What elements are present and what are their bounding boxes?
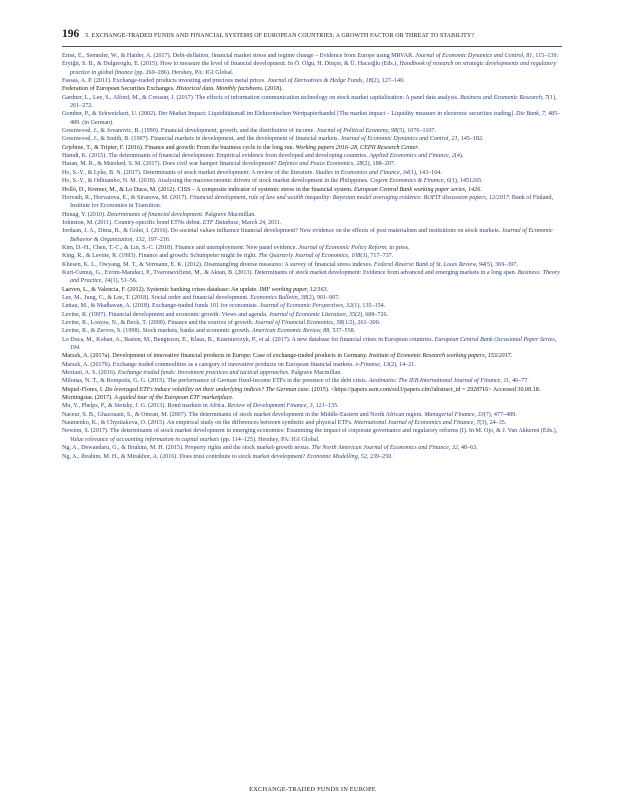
reference-source: Journal of Economic Perspectives, 32 (259, 303, 353, 310)
reference-source: European Central Bank Occasional Paper Series, 194 (70, 336, 557, 352)
reference-source: The Quarterly Journal of Economics, 108 (258, 253, 361, 260)
reference-details: (3), 24–35. (479, 420, 507, 427)
reference-text: Lo Duca, M., Koban, A., Basten, M., Bengtsson, E., Klaus, B., Kusmierczyk, P., et al. (2017). A new database for financial crises in European countries. (62, 336, 435, 343)
reference-details: . Palgrave Macmillan. (288, 370, 342, 377)
reference-source: Journal of Economic Behavior & Organization, 132 (70, 228, 553, 243)
reference-source: A guided tour of the European ETF marketplace (114, 395, 233, 402)
reference-entry (62, 244, 564, 252)
reference-details: (1), 51–56. (110, 278, 138, 285)
reference-entry (62, 361, 564, 369)
reference-details: . Palgrave Macmillan. (201, 211, 256, 218)
reference-text: Holló, D., Kremer, M., & Lo Duca, M. (2012). CISS – A composite indicator of systemic stress in the financial system. (62, 186, 355, 193)
reference-details: , 485–489. (in German). (70, 111, 561, 126)
reference-text: Meziani, A. S. (2016). (62, 370, 118, 377)
reference-text: Laeven, L., & Valencia, F. (2012). Systemic banking crises database: An update. (62, 286, 260, 293)
reference-details: , 197–216. (144, 236, 171, 243)
reference-text: Miquel-Flores, I. (62, 386, 105, 393)
reference-entry (62, 394, 564, 402)
reference-entry (62, 377, 564, 385)
reference-text: Ho, S.-Y., & Odhiambo, N. M. (2018). Analysing the macroeconomic drivers of stock market development in the Philippines. (62, 178, 371, 185)
reference-source: Review of Development Finance, 3 (227, 403, 313, 410)
reference-text: King, R., & Levine, R. (1993). Finance and growth: Schumpeter might be right. (62, 253, 259, 260)
reference-details: (2), 14–21. (388, 361, 416, 368)
reference-entry (62, 411, 564, 419)
reference-source: Studies in Economics and Finance, 34 (315, 169, 409, 176)
reference-details: , 537–558. (329, 328, 356, 335)
reference-entry (62, 369, 564, 377)
reference-source: Cogent Economics & Finance, 6 (370, 178, 450, 185)
reference-details: . (79, 345, 81, 352)
reference-details: (2), 688–726. (355, 311, 389, 318)
reference-entry (62, 419, 564, 427)
reference-details: (2), 901–907. (306, 294, 340, 301)
reference-text: Levine, R., Loayza, N., & Beck, T. (2000). Finance and the sources of growth. (62, 320, 255, 326)
reference-source: Institute of Economic Research working papers, 153/2017 (368, 353, 511, 360)
reference-entry (62, 444, 564, 452)
reference-source: Defence and Peace Economics, 28 (277, 161, 363, 168)
reference-entry (62, 252, 564, 260)
reference-entry (62, 227, 564, 244)
reference-source: Journal of Economic Dynamics and Control, 81 (415, 53, 533, 59)
reference-text: Johnston, M. (2011). Country-specific bond ETNs debut. (62, 219, 203, 226)
reference-text: Levine, R., & Zervos, S. (1998). Stock markets, banks and economic growth. (62, 328, 252, 335)
reference-text: Levine, R. (1997). Financial development and economic growth: Views and agenda. (62, 311, 269, 318)
reference-text: Marszk, A. (2017a). Development of innovative financial products in Europe: Case of exchange-traded products in Germany. (62, 353, 369, 360)
reference-entry (62, 311, 564, 319)
reference-entry (62, 286, 564, 294)
reference-text: Kim, D.-H., Chen, T.-C., & Lin, S.-C. (2018). Finance and unemployment: New panel evidence. (62, 244, 299, 251)
reference-text: Hunag, Y. (2010). (62, 211, 108, 218)
reference-entry (62, 94, 564, 111)
reference-source: Value relevance of accounting information in capital markets (70, 436, 220, 443)
reference-details: (5), 369–397. (484, 261, 518, 268)
reference-text: Ernst, E., Semmler, W., & Haider, A. (2017). Debt-deflation, financial market stress and regime change – Evidence from Europe using MRVAR. (62, 53, 416, 59)
reference-text: Eryiğit, S. B., & Dulgeroglu, E. (2015). How to measure the level of financial development. In Ö. Olgu, H. Dinçer, & Ü. Hacıoğlu (Eds.), (62, 61, 400, 68)
reference-source: Business and Economic Research, 7 (460, 94, 549, 101)
reference-entry (62, 336, 564, 353)
reference-source: Exchange traded funds: Investment practices and tactical approaches (117, 370, 289, 377)
reference-text: Ho, S.-Y., & Lyke, B. N. (2017). Determinants of stock market development: A review of the literature. (62, 169, 316, 176)
reference-source: Federal Reserve Bank of St. Louis Review, 94 (373, 261, 485, 268)
reference-entry (62, 135, 564, 143)
reference-entry (62, 52, 564, 60)
reference-source: American Economic Review, 88 (251, 328, 330, 335)
reference-source: Economic Modelling, 52 (306, 453, 367, 460)
reference-text: Greenwood, J., & Jovanovic, B. (1990). Financial development, growth, and the distribution of income. (62, 128, 317, 135)
reference-source: Working papers 2016–28, CEPII Research Center (295, 144, 418, 151)
reference-source: ETF Database (202, 219, 239, 226)
reference-details: (7), 477–489. (483, 411, 517, 418)
reference-source: Business: Theory and Practice, 14 (70, 269, 560, 285)
reference-entry (62, 186, 564, 194)
reference-entry (62, 194, 564, 211)
reference-entry (62, 152, 564, 160)
reference-source: Journal of Economic Literature, 35 (268, 311, 356, 318)
reference-details: (2018). (263, 86, 283, 93)
reference-source: Financial development, rule of law and wealth inequality: Bayesian model averaging evidence. BOFIT discussion papers, 12/2017 (189, 194, 509, 201)
reference-source: Die Bank, 7 (516, 111, 545, 118)
reference-text: Gomber, P., & Schweickert, U. (2002). Der Market Impact: Liquiditätsmaß im Elektronischen Wertpapierhandel [The market impact – Liquidity measure in electronic securities trading]. (62, 111, 517, 118)
reference-source: International Journal of Economics and Finance, 7 (354, 420, 480, 427)
reference-text: Jordaan, J. A., Dima, B., & Golet, I. (2016). Do societal values influence financial development? New evidence on the effects of post materialism and institutions on stock markets. (62, 228, 502, 235)
reference-text: Naceur, S. B., Ghazouani, S., & Omran, M. (2007). The determinants of stock market development in the Middle-Eastern and North African region. (62, 411, 425, 418)
reference-details: . (417, 144, 420, 151)
reference-entry (62, 352, 564, 360)
reference-text: Mu, Y., Phelps, P., & Stotsky, J. G. (2013). Bond markets in Africa. (62, 403, 228, 410)
reference-source: Applied Economics and Finance, 2 (369, 153, 455, 160)
reference-text: Kliesen, K. L., Owyang, M. T., & Vermann, E. K. (2012). Disentangling diverse measures: A survey of financial stress indexes. (62, 261, 374, 268)
reference-entry (62, 269, 564, 286)
reference-details: (2), 127–140. (371, 78, 405, 85)
reference-source: Managerial Finance, 33 (424, 411, 484, 418)
reference-entry (62, 77, 564, 85)
reference-text: Fassas, A. P. (2011). Exchange-traded products investing and precious metal prices. (62, 78, 268, 85)
book-footer: EXCHANGE-TRADED FUNDS IN EUROPE (249, 786, 376, 793)
reference-source: Journal of Economic Dynamics and Control, 21 (340, 136, 458, 143)
reference-entry (62, 60, 564, 77)
reference-details: . (510, 353, 513, 360)
reference-details: . (326, 286, 329, 293)
reference-entry (62, 160, 564, 168)
reference-details: (1), 135–154. (352, 303, 386, 310)
reference-entry (62, 85, 564, 93)
reference-details: . (232, 395, 234, 402)
reference-details: , 121–135. (312, 403, 339, 410)
reference-text: Ng, A., Ibrahim, M. H., & Mirakhor, A. (2016). Does trust contribute to stock market development? (62, 453, 307, 460)
reference-text: Federation of European Securities Exchanges. (62, 86, 177, 93)
reference-entry (62, 177, 564, 185)
reference-entry (62, 294, 564, 302)
reference-entry (62, 169, 564, 177)
reference-source: IMF working paper, 12/163 (259, 286, 327, 293)
reference-source: Aestimatio: The IEB International Journal of Finance, 11 (368, 378, 510, 385)
reference-text: Newton, S. (2017). The determinants of stock market development in emerging economies: Examining the impact of corporate governance and regulatory reforms (I). In M. Ojo, & J. Van Akkeren (Eds.), (62, 428, 558, 435)
reference-text: Lee, M., Jung, C., & Lee, T. (2018). Social order and financial development. (62, 294, 251, 301)
reference-source: Historical data. Monthly factsheets. (176, 86, 264, 93)
reference-entry (62, 261, 564, 269)
reference-text: Grjebine, T., & Tripier, F. (2016). Finance and growth: From the business cycle to the long run. (62, 144, 296, 151)
reference-source: The North American Journal of Economics and Finance, 32 (311, 445, 458, 452)
reference-source: Economics Bulletin, 38 (250, 294, 307, 301)
reference-details: (2), 188–207. (362, 161, 396, 168)
reference-details: , 145–182. (457, 136, 484, 143)
reference-source: European Central Bank working paper series, 1426 (354, 186, 481, 193)
reference-details: , 48–63. (457, 445, 478, 452)
reference-entry (62, 127, 564, 135)
reference-details: , March 24, 2011. (238, 219, 282, 226)
reference-text: Milonas, N. T., & Rompotis, G. G. (2015). The performance of German fixed-income ETFs in the presence of the debt crisis. (62, 378, 369, 385)
reference-entry (62, 427, 564, 444)
page-number: 196 (62, 28, 80, 40)
reference-text: Ng, A., Dewandaru, G., & Ibrahim, M. H. (2015). Property rights and the stock market-growth nexus. (62, 445, 312, 452)
reference-entry (62, 453, 564, 461)
reference-details: . (480, 186, 482, 193)
reference-entry (62, 144, 564, 152)
reference-text: Hasan, M. R., & Murshed, S. M. (2017). Does civil war hamper financial development? (62, 161, 278, 168)
reference-entry (62, 302, 564, 310)
running-header (62, 28, 562, 47)
reference-source: e-Finanse, 13 (355, 361, 389, 368)
reference-details: , 115–139. (532, 53, 559, 59)
reference-details: (1), 143–164. (408, 169, 442, 176)
reference-details: (1), 1451265. (449, 178, 483, 185)
reference-entry (62, 110, 564, 127)
reference-source: Journal of Financial Economics, 58 (254, 320, 343, 326)
reference-source: Handbook of research on strategic developments and regulatory practice in global finance (70, 61, 557, 76)
reference-details: , 46–77. (509, 378, 529, 385)
reference-entry (62, 319, 564, 327)
reference-details: . (2015). <https://papers.ssrn.com/sol3/papers.cfm?abstract_id = 2928716> Accessed 30.08.18. (308, 386, 541, 393)
reference-details: (1), 261–272. (70, 94, 557, 110)
reference-text: Naumenko, K., & Chystiakova, O. (2015). An empirical study on the differences between synthetic and physical ETFs. (62, 420, 354, 427)
reference-entry (62, 386, 564, 394)
reference-text: Kurt-Cumuş, G., Evrim-Mandaci, P., Tvaronavičienė, M., & Aktan, B. (2013). Determinants of stock market development: Evidence from advanced and emerging markets in a long span. (62, 269, 518, 276)
reference-details: (pp. 114–125). Hershey, PA: IGI Global. (219, 436, 320, 443)
reference-source: Determinants of financial development (107, 211, 202, 218)
reference-entry (62, 219, 564, 227)
reference-entry (62, 211, 564, 219)
reference-details: (1/2), 261–300. (342, 320, 381, 326)
reference-entry (62, 402, 564, 410)
reference-source: Journal of Political Economy, 98 (316, 128, 398, 135)
reference-text: Greenwood, J., & Smith, B. (1997). Financial markets in development, and the development of financial markets. (62, 136, 341, 143)
reference-list (62, 52, 564, 461)
reference-details: (3), 717–737. (360, 253, 394, 260)
reference-source: Journal of Derivatives & Hedge Funds, 18 (267, 78, 372, 85)
reference-text: Gardner, L., Lee, S., Alford, M., & Cresson, J. (2017). The effects of information communication technology on stock market capitalization: A panel data analysis. (62, 94, 461, 101)
reference-details: (4). (454, 153, 464, 160)
reference-text: Lettau, M., & Madhavan, A. (2018). Exchange-traded funds 101 for economists. (62, 303, 260, 310)
reference-text: Marszk, A. (2017b). Exchange traded commodities as a category of innovative products on European financial markets. (62, 361, 356, 368)
reference-entry (62, 327, 564, 335)
reference-source: Journal of Economic Policy Reform (298, 244, 387, 251)
chapter-running-title: 5. EXCHANGE-TRADED FUNDS AND FINANCIAL SYSTEMS OF EUROPEAN COUNTRIES: A GROWTH FACTOR OR THREAT TO STABILITY? (85, 33, 475, 39)
reference-text: Hamdi, K. (2015). The determinants of financial development: Empirical evidence from developed and developing countries. (62, 153, 370, 160)
reference-source: Do leveraged ETFs induce volatility on their underlying indices? The German case (105, 386, 309, 393)
reference-details: , 239–250. (366, 453, 393, 460)
reference-details: , in press. (386, 244, 410, 251)
reference-text: Morningstar. (2017). (62, 395, 115, 402)
reference-text: Horvath, R., Horvatova, E., & Siranova, M. (2017). (62, 194, 190, 201)
reference-details: . Bank of Finland, Institute for Economies in Transition. (70, 194, 554, 210)
reference-details: (5), 1076–1107. (397, 128, 436, 135)
reference-details: (pp. 260–286). Hershey, PA: IGI Global. (132, 69, 234, 76)
